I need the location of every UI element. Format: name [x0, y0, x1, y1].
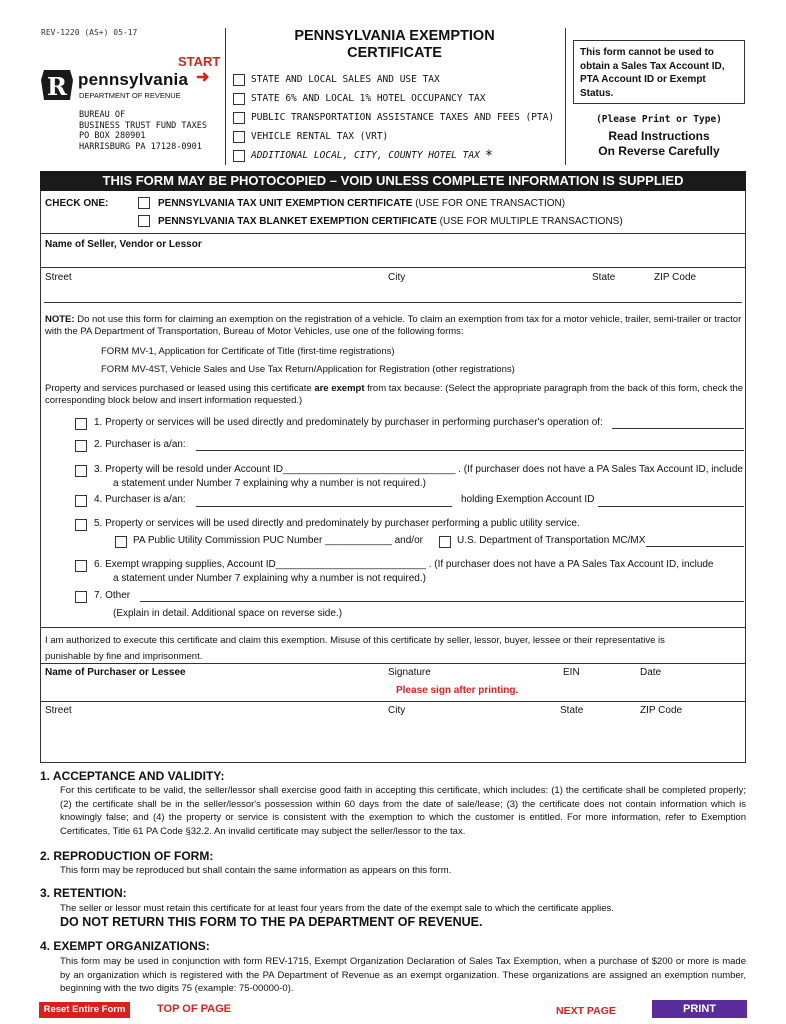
option-1-checkbox[interactable]	[75, 418, 87, 430]
section-2-title: 2. REPRODUCTION OF FORM:	[40, 849, 214, 863]
authorization-text: I am authorized to execute this certificate and claim this exemption. Misuse of this certificate by seller, lessor, buyer, lessee or their representative is punishable by fine and imprisonment.	[45, 635, 665, 662]
ein-label: EIN	[563, 667, 580, 678]
arrow-right-icon: ➜	[196, 69, 210, 86]
seller-name-field[interactable]	[42, 252, 742, 266]
option-7-line	[140, 601, 744, 602]
divider	[40, 267, 746, 268]
date-label: Date	[640, 667, 662, 678]
cert-blanket-option: PENNSYLVANIA TAX BLANKET EXEMPTION CERTIFICATE (USE FOR MULTIPLE TRANSACTIONS)	[138, 215, 623, 227]
purchaser-name-label: Name of Purchaser or Lessee	[45, 667, 186, 678]
keystone-icon	[40, 68, 74, 102]
divider	[40, 663, 746, 664]
warning-box: This form cannot be used to obtain a Sales Tax Account ID, PTA Account ID or Exempt Status.	[573, 40, 745, 104]
option-6-text: 6. Exempt wrapping supplies, Account ID___________________________ . (If purchaser does not have a PA Sales Tax Account ID, include	[94, 559, 714, 570]
seller-name-label: Name of Seller, Vendor or Lessor	[45, 239, 202, 250]
property-exempt-text: Property and services purchased or leased using this certificate are exempt from tax because: (Select the appropriate paragraph from the back of this form, check the corresponding block below and insert information requested.)	[45, 383, 744, 406]
pa-logo	[40, 68, 74, 102]
start-label: START	[178, 54, 221, 69]
tax-type-checkbox[interactable]	[233, 150, 245, 162]
option-7-explain: (Explain in detail. Additional space on reverse side.)	[113, 608, 343, 619]
option-5-text: 5. Property or services will be used directly and predominately by purchaser performing a public utility service.	[94, 518, 580, 529]
check-one-label: CHECK ONE:	[45, 198, 109, 209]
seller-zip-label: ZIP Code	[654, 272, 697, 283]
option-5-checkbox[interactable]	[75, 519, 87, 531]
form-title: PENNSYLVANIA EXEMPTION CERTIFICATE	[294, 28, 495, 61]
purchaser-zip-label: ZIP Code	[640, 705, 683, 716]
option-1-text: 1. Property or services will be used directly and predominately by purchaser in performing purchaser's operation of:	[94, 417, 603, 428]
option-7-checkbox[interactable]	[75, 591, 87, 603]
option-2-text: 2. Purchaser is a/an:	[94, 439, 186, 450]
form-mv4st: FORM MV-4ST, Vehicle Sales and Use Tax Return/Application for Registration (other registrations)	[101, 364, 515, 375]
option-4-account-label: holding Exemption Account ID	[461, 494, 595, 505]
option-5-puc-checkbox[interactable]	[115, 536, 127, 548]
tax-type-checkbox[interactable]	[233, 93, 245, 105]
section-3-title: 3. RETENTION:	[40, 886, 127, 900]
option-2-checkbox[interactable]	[75, 440, 87, 452]
header-divider-left	[225, 28, 226, 165]
purchaser-name-field[interactable]	[42, 680, 382, 698]
seller-state-label: State	[592, 272, 616, 283]
cert-blanket-checkbox[interactable]	[138, 215, 150, 227]
seller-city-label: City	[388, 272, 406, 283]
option-4-text: 4. Purchaser is a/an:	[94, 494, 186, 505]
bureau-address: BUREAU OF BUSINESS TRUST FUND TAXES PO BOX 280901 HARRISBURG PA 17128-0901	[79, 110, 207, 152]
top-of-page-link[interactable]: TOP OF PAGE	[157, 1003, 231, 1015]
signature-label: Signature	[388, 667, 431, 678]
photocopy-banner: THIS FORM MAY BE PHOTOCOPIED – VOID UNLESS COMPLETE INFORMATION IS SUPPLIED	[40, 171, 746, 191]
reset-form-button[interactable]: Reset Entire Form	[39, 1002, 130, 1018]
option-6-text-cont: a statement under Number 7 explaining why a number is not required.)	[113, 573, 426, 584]
option-7-text: 7. Other	[94, 590, 131, 601]
option-5-dot-checkbox[interactable]	[439, 536, 451, 548]
option-6-checkbox[interactable]	[75, 560, 87, 572]
purchaser-city-label: City	[388, 705, 406, 716]
section-2-text: This form may be reproduced but shall contain the same information as appears on this form.	[60, 865, 452, 876]
form-mv1: FORM MV-1, Application for Certificate of Title (first-time registrations)	[101, 346, 395, 357]
print-button[interactable]: PRINT	[652, 1000, 747, 1018]
section-4-text: This form may be used in conjunction with form REV-1715, Exempt Organization Declaration of Sales Tax Exemption, when a purchase of $200 or more is made by an organization which is registered with the PA Department of Revenue as an exempt organization. These organizations are assigned an exemption number, beginning with the two digits 75 (example: 75-00000-0).	[60, 956, 746, 994]
option-3-checkbox[interactable]	[75, 465, 87, 477]
purchaser-street-label: Street	[45, 705, 72, 716]
option-1-line	[612, 428, 744, 429]
section-4-title: 4. EXEMPT ORGANIZATIONS:	[40, 939, 210, 953]
tax-type-checkbox[interactable]	[233, 74, 245, 86]
option-4-line	[196, 506, 452, 507]
logo-word: pennsylvania	[78, 70, 189, 89]
section-3-warning: DO NOT RETURN THIS FORM TO THE PA DEPARTMENT OF REVENUE.	[60, 915, 483, 929]
sign-note: Please sign after printing.	[396, 685, 519, 696]
logo-subtitle: DEPARTMENT OF REVENUE	[79, 91, 181, 100]
option-3-text-cont: a statement under Number 7 explaining why a number is not required.)	[113, 478, 426, 489]
read-instructions: Read Instructions On Reverse Carefully	[598, 129, 720, 158]
print-type-note: (Please Print or Type)	[596, 114, 722, 125]
next-page-link[interactable]: NEXT PAGE	[556, 1005, 616, 1017]
tax-type-checkbox[interactable]	[233, 112, 245, 124]
option-4-checkbox[interactable]	[75, 495, 87, 507]
divider	[44, 302, 742, 303]
option-5-puc-text: PA Public Utility Commission PUC Number ____________ and/or	[133, 535, 423, 546]
option-3-text: 3. Property will be resold under Account ID_______________________________ . (If purchaser does not have a PA Sales Tax Account ID, include	[94, 464, 743, 475]
header-divider-right	[565, 28, 566, 165]
option-2-line	[196, 450, 744, 451]
seller-street-label: Street	[45, 272, 72, 283]
section-1-text: For this certificate to be valid, the seller/lessor shall exercise good faith in accepting this certificate, which includes: (1) the certificate shall be completed properly; (2) the certificate shall be in the seller/lessor's possession within 60 days from the date of sale/lease; (3) the certificate does not contain information which is knowingly false; and (4) the property or service is consistent with the exemption to which the customer is entitled. For more information, refer to Exemption Certificates, Title 61 PA Code §32.2. An invalid certificate may subject the seller/lessor to the tax.	[60, 785, 746, 837]
form-id: REV-1220 (AS+) 05-17	[41, 28, 138, 37]
cert-unit-option: PENNSYLVANIA TAX UNIT EXEMPTION CERTIFICATE (USE FOR ONE TRANSACTION)	[138, 197, 565, 209]
purchaser-address-field[interactable]	[42, 718, 742, 758]
section-1-title: 1. ACCEPTANCE AND VALIDITY:	[40, 769, 225, 783]
svg-text:R: R	[47, 72, 67, 101]
tax-type-list: STATE AND LOCAL SALES AND USE TAX STATE 6% AND LOCAL 1% HOTEL OCCUPANCY TAX PUBLIC TRANSPORTATION ASSISTANCE TAXES AND FEES (PTA) VEHICLE RENTAL TAX (VRT) ADDITIONAL LOCAL, CITY, COUNTY HOTEL TAX *	[233, 70, 554, 165]
vehicle-note: NOTE: Do not use this form for claiming an exemption on the registration of a vehicle. To claim an exemption from tax for a motor vehicle, trailer, semi-trailer or tractor with the PA Department of Transportation, Bureau of Motor Vehicles, use one of the following forms:	[45, 314, 742, 337]
divider	[40, 701, 746, 702]
option-4-account-line	[598, 506, 744, 507]
tax-type-checkbox[interactable]	[233, 131, 245, 143]
option-5-dot-line	[646, 546, 744, 547]
seller-address-field[interactable]	[42, 285, 742, 301]
cert-unit-checkbox[interactable]	[138, 197, 150, 209]
purchaser-state-label: State	[560, 705, 584, 716]
option-5-dot-text: U.S. Department of Transportation MC/MX	[457, 535, 646, 546]
divider	[40, 233, 746, 234]
divider	[40, 627, 746, 628]
section-3-text: The seller or lessor must retain this certificate for at least four years from the date of the exempt sale to which the certificate applies.	[60, 903, 614, 914]
